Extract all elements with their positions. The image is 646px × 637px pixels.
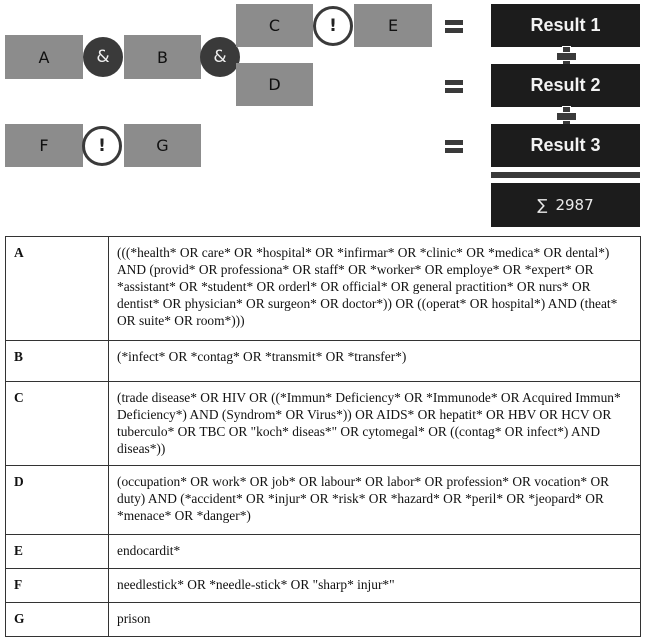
plus-icon-2 bbox=[556, 106, 576, 126]
block-b: B bbox=[124, 35, 201, 79]
row-key: B bbox=[6, 341, 109, 382]
row-query: endocardit* bbox=[109, 535, 641, 569]
row-key: G bbox=[6, 603, 109, 637]
equals-icon-3 bbox=[445, 140, 463, 153]
table-row bbox=[6, 535, 641, 569]
not-operator-1: ! bbox=[313, 6, 353, 46]
block-a: A bbox=[5, 35, 83, 79]
block-g: G bbox=[124, 124, 201, 167]
row-key: D bbox=[6, 466, 109, 535]
table-row bbox=[6, 603, 641, 637]
row-query: (occupation* OR work* OR job* OR labour* OR labor* OR profession* OR vocation* OR duty) AND (*accident* OR *injur* OR *risk* OR *hazard* OR *peril* OR *jeopard* OR *menace* OR *danger*) bbox=[109, 466, 641, 535]
row-query: needlestick* OR *needle-stick* OR "sharp* injur*" bbox=[109, 569, 641, 603]
equals-icon-1 bbox=[445, 20, 463, 33]
block-e: E bbox=[354, 4, 432, 47]
result-1: Result 1 bbox=[491, 4, 640, 47]
and-operator-1: & bbox=[83, 37, 123, 77]
sum-total bbox=[491, 183, 640, 227]
table-row bbox=[6, 341, 641, 382]
row-key: F bbox=[6, 569, 109, 603]
sum-value: 2987 bbox=[555, 196, 594, 214]
result-2: Result 2 bbox=[491, 64, 640, 107]
row-query: (trade disease* OR HIV OR ((*Immun* Deficiency* OR *Immunode* OR Acquired Immun* Deficiency*) AND (Syndrom* OR Virus*)) OR AIDS* OR hepatit* OR HBV OR HCV OR tuberculo* OR TBC OR "koch* diseas*" OR cytomegal* OR ((contag* OR infect*) AND diseas*)) bbox=[109, 382, 641, 466]
table-row bbox=[6, 466, 641, 535]
block-f: F bbox=[5, 124, 83, 167]
equals-icon-2 bbox=[445, 80, 463, 93]
table-row bbox=[6, 382, 641, 466]
sigma-icon: ∑ bbox=[537, 196, 548, 214]
table-row bbox=[6, 569, 641, 603]
plus-icon-1 bbox=[556, 46, 576, 66]
row-key: E bbox=[6, 535, 109, 569]
row-key: A bbox=[6, 237, 109, 341]
row-query: (((*health* OR care* OR *hospital* OR *infirmar* OR *clinic* OR *medica* OR dental*) AND (provid* OR professiona* OR staff* OR *worker* OR employe* OR *expert* OR *assistant* OR *student* OR orderl* OR official* OR general practition* OR nurs* OR dentist* OR physician* OR surgeon* OR doctor*)) OR ((operat* OR hospital*) AND (theat* OR suite* OR room*))) bbox=[109, 237, 641, 341]
row-query: prison bbox=[109, 603, 641, 637]
block-d: D bbox=[236, 63, 313, 106]
and-operator-2: & bbox=[200, 37, 240, 77]
row-key: C bbox=[6, 382, 109, 466]
table-row bbox=[6, 237, 641, 341]
not-operator-2: ! bbox=[82, 126, 122, 166]
block-c: C bbox=[236, 4, 313, 47]
row-query: (*infect* OR *contag* OR *transmit* OR *transfer*) bbox=[109, 341, 641, 382]
sum-divider bbox=[491, 172, 640, 178]
search-terms-table bbox=[5, 236, 641, 637]
result-3: Result 3 bbox=[491, 124, 640, 167]
